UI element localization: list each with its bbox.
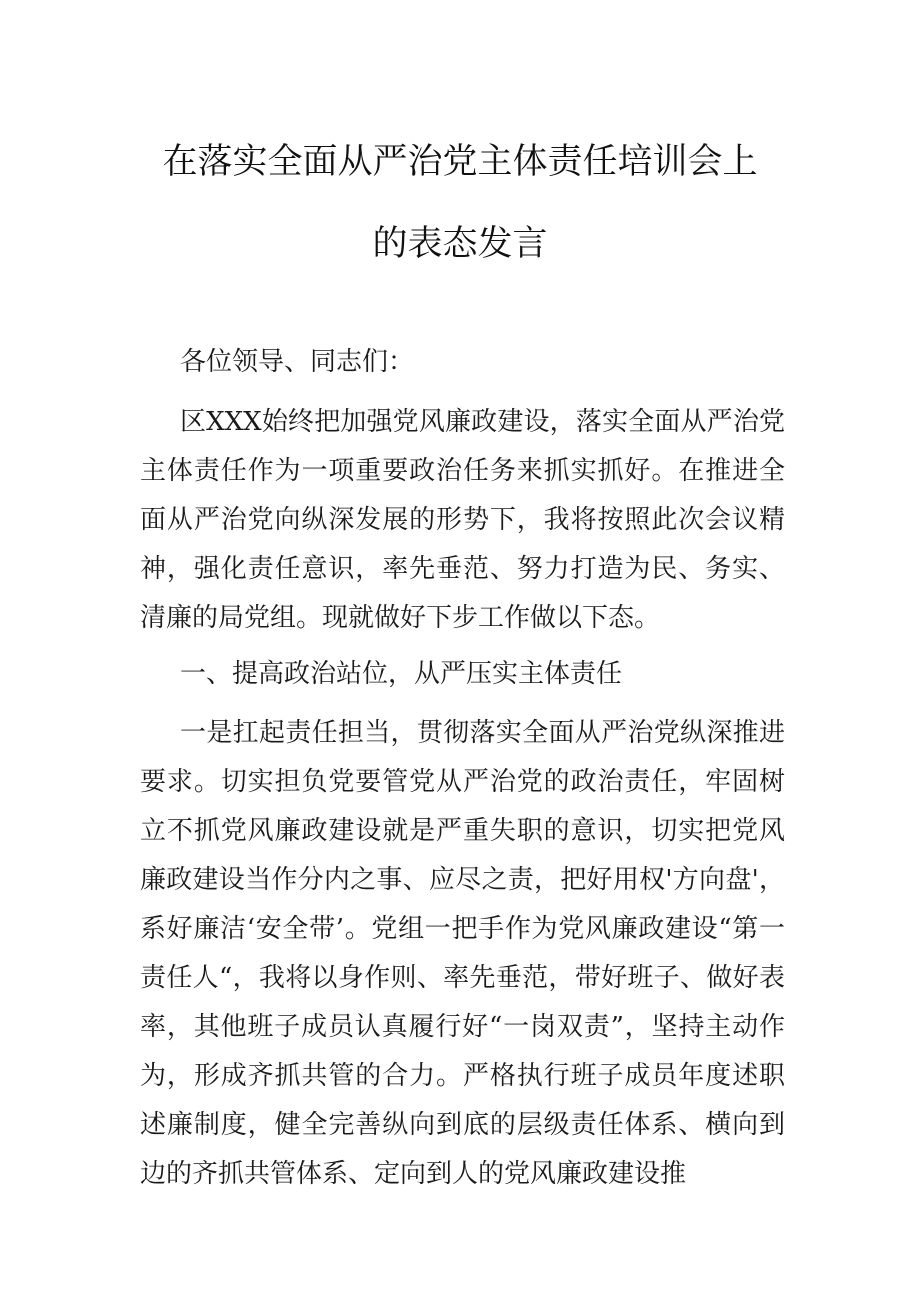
section-heading: 一、提高政治站位，从严压实主体责任: [180, 659, 623, 689]
section-item-paragraph: 一是扛起责任担当，贯彻落实全面从严治党纵深推进要求。切实担负党要管党从严治党的政治责任，牢固树立不抓党风廉政建设就是严重失职的意识，切实把党风廉政建设当作分内之事、应尽之责，把好用权'方向盘'，系好廉洁‘安全带’。党组一把手作为党风廉政建设“第一责任人“，我将以身作则、率先垂范，带好班子、做好表率，其他班子成员认真履行好“一岗双责”，坚持主动作为，形成齐抓共管的合力。严格执行班子成员年度述职述廉制度，健全完善纵向到底的层级责任体系、横向到边的齐抓共管体系、定向到人的党风廉政建设推: [140, 718, 785, 1189]
intro-paragraph: 区XXX始终把加强党风廉政建设，落实全面从严治党主体责任作为一项重要政治任务来抓实抓好。在推进全面从严治党向纵深发展的形势下，我将按照此次会议精神，强化责任意识，率先垂范、努力打造为民、务实、清廉的局党组。现就做好下步工作做以下态。: [140, 407, 785, 633]
greeting-paragraph: 各位领导、同志们：: [180, 347, 415, 377]
document-title-line-2: 的表态发言: [372, 224, 548, 264]
document-title-line-1: 在落实全面从严治党主体责任培训会上: [162, 142, 758, 182]
